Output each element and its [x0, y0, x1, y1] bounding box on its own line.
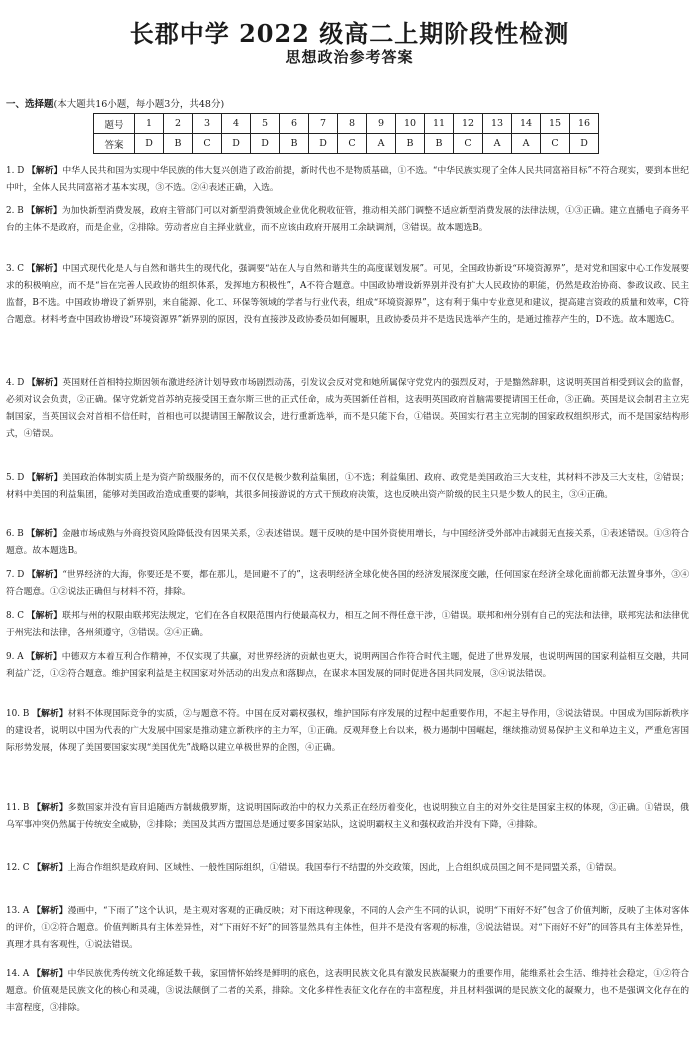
row-label-answer: 答案	[94, 134, 135, 154]
answer-table	[93, 113, 599, 154]
question-explanation-8: 8. C 【解析】联邦与州的权限由联邦宪法规定，它们在各自权限范围内行使最高权力，相互之间不得任意干涉，①错误。联邦和州分别有自己的宪法和法律，联邦宪法和法律优于州宪法和法律，各州须遵守，③错误。②④正确。	[6, 611, 689, 638]
analysis-tag: 【解析】	[32, 709, 68, 719]
answer-cell: C	[454, 134, 483, 154]
question-explanation-13: 13. A 【解析】漫画中，“下雨了”这个认识，是主观对客观的正确反映；对下雨这种现象，不同的人会产生不同的认识，说明“下雨好不好”包含了价值判断，反映了主体对客体的评价，①②符合题意。价值判断具有主体差异性，对“下雨好不好”的回答显然具有主体性，但并不是没有客观的标准，③说法错误。对“下雨好不好”的回答具有主体差异性，真理才具有客观性，①说法错误。	[6, 906, 689, 950]
analysis-tag: 【解析】	[27, 570, 63, 580]
question-explanation-2: 2. B 【解析】为加快新型消费发展，政府主管部门可以对新型消费领域企业优化税收征管，推动相关部门调整不适应新型消费发展的法律法规，①③正确。建立直播电子商务平台的主体不是政府，而是企业，②排除。劳动者应自主择业就业，而不应该由政府开展用工余缺调剂，③错误。故本题选B。	[6, 206, 689, 233]
question-explanation-11: 11. B 【解析】多数国家并没有盲目追随西方制裁俄罗斯，这说明国际政治中的权力关系正在经历着变化，也说明独立自主的对外交往是国家主权的体现，③正确。①错误，俄乌军事冲突仍然属于传统安全威胁，②排除；美国及其西方盟国总是通过要多国家站队，这说明霸权主义和强权政治并没有下降，④排除。	[6, 803, 689, 830]
question-number: 16	[570, 114, 599, 134]
answer-table-number-row	[94, 114, 599, 134]
analysis-tag: 【解析】	[26, 206, 62, 216]
question-number: 10	[396, 114, 425, 134]
answer-cell: B	[396, 134, 425, 154]
question-explanation-7: 7. D 【解析】“世界经济的大海，你要还是不要，都在那儿，是回避不了的”，这表明经济全球化使各国的经济发展深度交融，任何国家在经济全球化面前都无法置身事外，③④符合题意。①②说法正确但与材料不符，排除。	[6, 570, 689, 597]
question-number: 15	[541, 114, 570, 134]
question-explanation-5: 5. D 【解析】美国政治体制实质上是为资产阶级服务的，而不仅仅是极少数利益集团，①不选；利益集团、政府、政党是美国政治三大支柱，其材料不涉及三大支柱，②错误；材料中美国的利益集团，能够对美国政治造成重要的影响，其很多间接游说的方式干预政府决策，这也反映出资产阶级的民主只是少数人的民主，③④正确。	[6, 473, 689, 500]
analysis-tag: 【解析】	[32, 863, 68, 873]
question-explanation-3: 3. C 【解析】中国式现代化是人与自然和谐共生的现代化，强调要“站在人与自然和谐共生的高度谋划发展”。可见，全国政协新设“环境资源界”，是对党和国家中心工作发展要求的积极响应，而不是“旨在完善人民政协的组织体系，发挥地方积极性”，A不符合题意。中国政协增设新界别并没有扩大人民政协的职能，仍然是政治协商、参政议政、民主监督，B不选。中国政协增设了新界别，来自能源、化工、环保等领域的学者与行业代表，组成“环境资源界”，这有利于集中专业意见和建议，提高建言资政的质量和效率，C符合题意。材料考查中国政协增设“环境资源界”新界别的原因，没有直接涉及政协委员如何履职，且政协委员并不是选民选举产生的，是通过推荐产生的，D不选。故本题选C。	[6, 264, 689, 325]
question-number: 3	[193, 114, 222, 134]
section-note: (本大题共16小题，每小题3分，共48分)	[53, 99, 225, 110]
answer-cell: C	[338, 134, 367, 154]
analysis-tag: 【解析】	[26, 611, 63, 621]
question-number: 14	[512, 114, 541, 134]
question-number: 1	[135, 114, 164, 134]
answer-cell: B	[164, 134, 193, 154]
question-number: 7	[309, 114, 338, 134]
question-number: 5	[251, 114, 280, 134]
answer-cell: C	[541, 134, 570, 154]
section-heading	[6, 96, 224, 110]
answer-cell: C	[193, 134, 222, 154]
question-explanation-9: 9. A 【解析】中德双方本着互利合作精神，不仅实现了共赢，对世界经济的贡献也更大，说明两国合作符合时代主题，促进了世界发展，也说明两国的国家利益相互交融，共同利益广泛，①②符合题意。维护国家利益是主权国家对外活动的出发点和落脚点，在谋求本国发展的同时促进各国共同发展，③④说法错误。	[6, 652, 689, 679]
analysis-tag: 【解析】	[32, 906, 68, 916]
answer-cell: D	[251, 134, 280, 154]
answer-cell: B	[425, 134, 454, 154]
answer-cell: D	[222, 134, 251, 154]
question-number: 13	[483, 114, 512, 134]
question-number: 11	[425, 114, 454, 134]
question-explanation-14: 14. A 【解析】中华民族优秀传统文化绵延数千载，家国情怀始终是鲜明的底色，这表明民族文化具有激发民族凝聚力的重要作用，能维系社会生活、维持社会稳定，①②符合题意。价值观是民族文化的核心和灵魂，③说法颠倒了二者的关系，排除。文化多样性表征文化存在的丰富程度，并且材料强调的是民族文化的凝聚力，也不是强调文化存在的丰富程度，③排除。	[6, 969, 689, 1013]
analysis-tag: 【解析】	[27, 473, 63, 483]
analysis-tag: 【解析】	[26, 529, 62, 539]
analysis-tag: 【解析】	[27, 378, 63, 388]
analysis-tag: 【解析】	[32, 803, 68, 813]
question-number: 6	[280, 114, 309, 134]
question-number: 12	[454, 114, 483, 134]
analysis-tag: 【解析】	[26, 264, 63, 274]
question-number: 2	[164, 114, 193, 134]
question-explanation-12: 12. C 【解析】上海合作组织是政府间、区域性、一般性国际组织，①错误。我国奉行不结盟的外交政策，因此，上合组织成员国之间不是同盟关系，①错误。	[6, 863, 622, 873]
analysis-tag: 【解析】	[26, 652, 62, 662]
answer-cell: A	[512, 134, 541, 154]
analysis-tag: 【解析】	[32, 969, 68, 979]
analysis-tag: 【解析】	[27, 166, 63, 176]
page-subtitle: 思想政治参考答案	[285, 48, 414, 66]
answer-cell: D	[309, 134, 338, 154]
question-explanation-4: 4. D 【解析】英国财任首相特拉斯因领布激进经济计划导致市场剧烈动荡，引发议会反对党和她所属保守党党内的强烈反对，于是黯然辞职，这说明英国首相受到议会的监督，必须对议会负责，②正确。保守党新党首苏纳克接受国王查尔斯三世的正式任命，成为英国新任首相，这表明英国政府首脑需要提请国王任命，③正确。英国是议会制君主立宪制国家，当英国议会对首相不信任时，首相也可以提请国王解散议会，进行重新选举，而不是只能下台，①错误。英国实行君主立宪制的国家政权组织形式，而不是国家结构形式，④错误。	[6, 378, 689, 439]
answer-table-answer-row	[94, 134, 599, 154]
answer-cell: D	[135, 134, 164, 154]
question-number: 8	[338, 114, 367, 134]
answer-cell: A	[483, 134, 512, 154]
answer-cell: A	[367, 134, 396, 154]
answer-cell: B	[280, 134, 309, 154]
question-number: 9	[367, 114, 396, 134]
page-title: 长郡中学 2022 级高二上期阶段性检测	[129, 19, 570, 48]
question-explanation-10: 10. B 【解析】材料不体现国际竞争的实质，②与题意不符。中国在反对霸权强权，维护国际有序发展的过程中起重要作用，不起主导作用，③说法错误。中国成为国际新秩序的建设者，说明以中国为代表的广大发展中国家是推动建立新秩序的主力军，①正确。反观拜登上台以来，极力遏制中国崛起，继续推动贸易保护主义和单边主义，严重危害国际形势发展，体现了美国要国家实现“美国优先”战略以建立单极世界的企图，④正确。	[6, 709, 689, 753]
answer-cell: D	[570, 134, 599, 154]
question-explanation-6: 6. B 【解析】金融市场成熟与外商投资风险降低没有因果关系，②表述错误。题干反映的是中国外资使用增长，与中国经济受外部冲击减弱无直接关系，①表述错误。①③符合题意。故本题选B。	[6, 529, 689, 556]
row-label-number: 题号	[94, 114, 135, 134]
question-number: 4	[222, 114, 251, 134]
section-label: 一、选择题	[6, 99, 54, 110]
question-explanation-1: 1. D 【解析】中华人民共和国为实现中华民族的伟大复兴创造了政治前提，新时代也不是物质基础，①不选。“中华民族实现了全体人民共同富裕目标”不符合现实，要到本世纪中叶，全体人民共同富裕才基本实现，③不选。②④表述正确，入选。	[6, 166, 689, 193]
